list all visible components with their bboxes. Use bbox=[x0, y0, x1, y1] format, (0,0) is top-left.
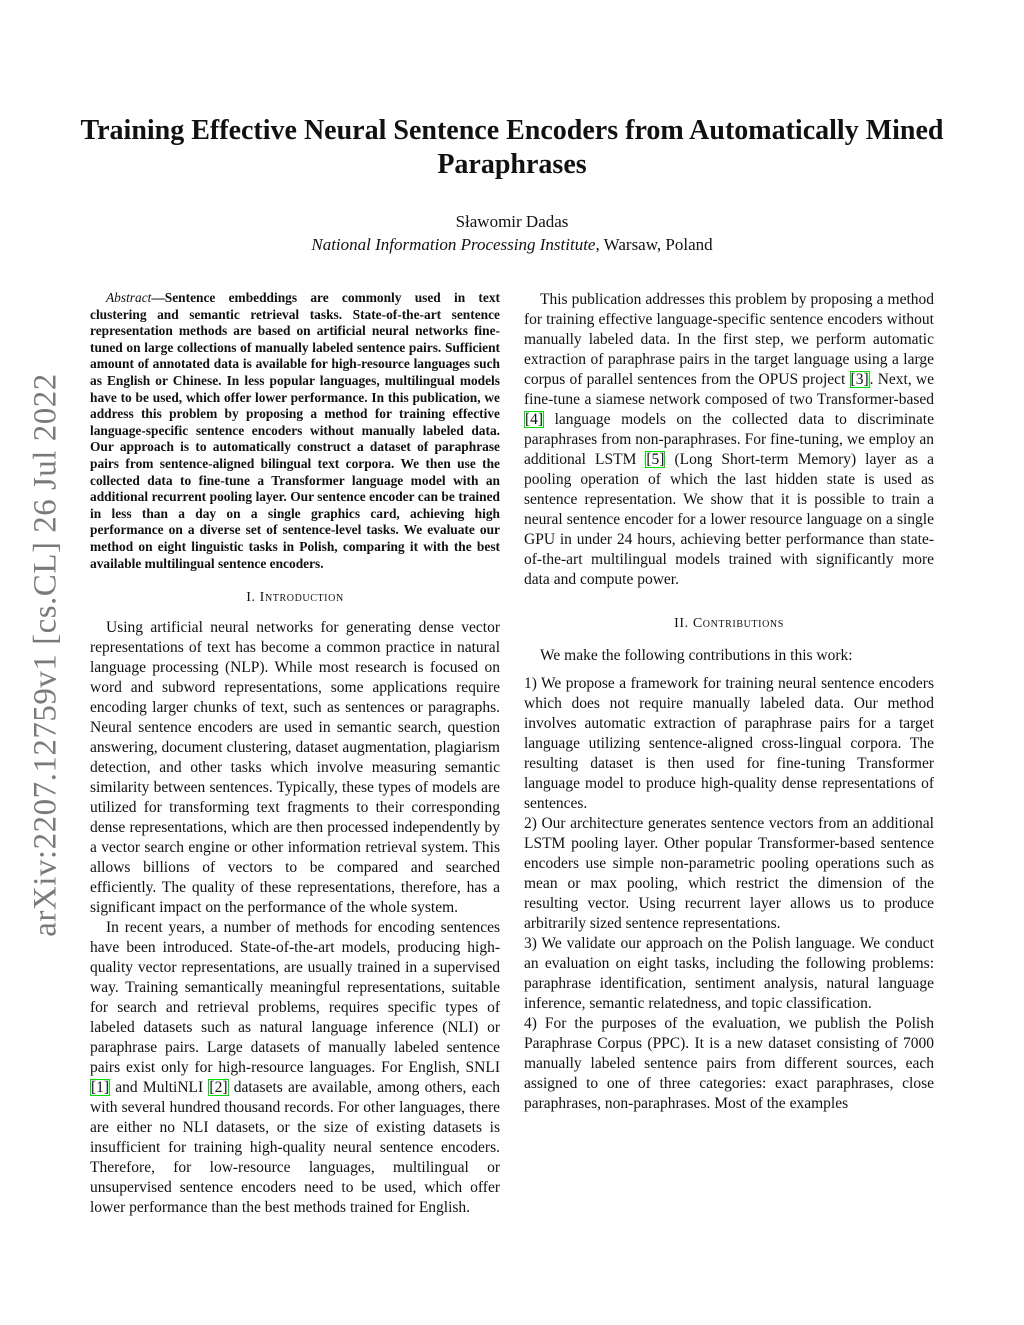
author-name: Sławomir Dadas bbox=[455, 212, 569, 231]
right-column bbox=[524, 290, 934, 1114]
intro-paragraph-3 bbox=[524, 290, 934, 590]
intro-p3-text-d: (Long Short-term Memory) layer as a pooling operation of which the last hidden state is used as sentence representation. We show that it is possible to train a neural sentence encoder for a lower resource language on a single GPU in under 24 hours, achieving better performance than state-of-the-art multilingual models trained with significantly more data and compute power. bbox=[524, 451, 934, 588]
intro-p3-text-c: language models on the collected data to discriminate paraphrases from non-paraphrases. For fine-tuning, we employ an additional LSTM bbox=[524, 411, 934, 468]
paper-title: Training Effective Neural Sentence Encoders from Automatically Mined Paraphrases bbox=[80, 115, 944, 180]
affiliation-institution: National Information Processing Institute bbox=[311, 235, 596, 254]
author-affiliation bbox=[80, 234, 944, 256]
intro-paragraph-2 bbox=[90, 918, 500, 1218]
intro-p3-text-b: . Next, we fine-tune a siamese network composed of two Transformer-based bbox=[524, 371, 935, 408]
intro-p2-text-c: datasets are available, among others, each with several hundred thousand records. For other languages, there are either no NLI datasets, or the size of existing datasets is insufficient for training high-quality neural sentence encoders. Therefore, for low-resource languages, multilingual or unsupervised sentence encoders need to be used, which offer lower performance than the best methods trained for English. bbox=[90, 1079, 500, 1217]
citation-link-2[interactable]: [2] bbox=[209, 1079, 228, 1097]
contribution-item-1: 1) We propose a framework for training neural sentence encoders which does not require manually labeled data. Our method involves automatic extraction of paraphrase pairs for a target language utilizing sentence-aligned cross-lingual corpora. The resulting dataset is then used for fine-tuning Transformer language model to produce high-quality dense representations of sentences. bbox=[524, 675, 934, 812]
section-heading-contributions: II. Contributions bbox=[674, 616, 784, 631]
citation-link-1[interactable]: [1] bbox=[91, 1079, 110, 1097]
citation-link-3[interactable]: [3] bbox=[850, 371, 869, 388]
abstract-label: Abstract bbox=[106, 290, 152, 305]
intro-paragraph-1: Using artificial neural networks for generating dense vector representations of text has become a common practice in natural language processing (NLP). While most research is focused on word and subword representations, some applications require encoding larger chunks of text, such as sentences or paragraphs. Neural sentence encoders are used in semantic search, question answering, document clustering, dataset augmentation, plagiarism detection, and other tasks which involve measuring semantic similarity between sentences. Typically, these types of models are utilized for transforming text fragments to their corresponding dense representations, which are then processed independently by a vector search engine or other information retrieval system. This allows billions of vectors to be compared and searched efficiently. The quality of these representations, therefore, has a significant impact on the performance of the whole system. bbox=[90, 619, 500, 917]
contribution-item-4: 4) For the purposes of the evaluation, we publish the Polish Paraphrase Corpus (PPC). It is a new dataset consisting of 7000 manually labeled sentence pairs from different sources, each assigned to one of three categories: exact paraphrases, close paraphrases, non-paraphrases. Most of the examples bbox=[524, 1015, 934, 1112]
abstract-text: —Sentence embeddings are commonly used in text clustering and semantic retrieval tasks. State-of-the-art sentence representation methods are based on artificial neural networks fine-tuned on large collections of manually labeled sentence pairs. Sufficient amount of annotated data is available for high-resource languages such as English or Chinese. In less popular languages, multilingual models have to be used, which offer lower performance. In this publication, we address this problem by proposing a method for training effective language-specific sentence encoders without manually labeled data. Our approach is to automatically construct a dataset of paraphrase pairs from sentence-aligned bilingual text corpora. We then use the collected data to fine-tune a Transformer language model with an additional recurrent pooling layer. Our sentence encoder can be trained in less than a day on a single graphics card, achieving high performance on a diverse set of sentence-level tasks. We evaluate our method on eight linguistic tasks in Polish, comparing it with the best available multilingual sentence encoders. bbox=[90, 290, 500, 571]
left-column bbox=[90, 290, 500, 1218]
section-heading-introduction: I. Introduction bbox=[246, 590, 344, 606]
intro-p3-text-a: This publication addresses this problem by proposing a method for training effective language-specific sentence encoders without manually labeled data. In the first step, we perform automatic extraction of paraphrase pairs in the target language using a large corpus of parallel sentences from the OPUS project bbox=[524, 291, 934, 388]
intro-p2-text-a: In recent years, a number of methods for encoding sentences have been introduced. State-of-the-art models, producing high-quality vector representations, are usually trained in a supervised way. Training semantically meaningful representations, suitable for search and retrieval problems, requires specific types of labeled datasets such as natural language inference (NLI) or paraphrase pairs. Large datasets of manually labeled sentence pairs exist only for high-resource languages. For English, SNLI bbox=[90, 919, 500, 1077]
affiliation-location: , Warsaw, Poland bbox=[595, 235, 713, 254]
abstract bbox=[90, 290, 500, 572]
intro-p2-text-b: and MultiNLI bbox=[110, 1079, 209, 1097]
citation-link-4[interactable]: [4] bbox=[525, 411, 544, 428]
citation-link-5[interactable]: [5] bbox=[646, 451, 665, 468]
contribution-item-3: 3) We validate our approach on the Polish language. We conduct an evaluation on eight tasks, including the following problems: paraphrase identification, sentiment analysis, natural language inference, semantic relatedness, and topic classification. bbox=[524, 935, 934, 1012]
contribution-item-2: 2) Our architecture generates sentence vectors from an additional LSTM pooling layer. Other popular Transformer-based sentence encoders use simple non-parametric pooling operations such as mean or max pooling, which restrict the dimension of the resulting vector. Using recurrent layer allows us to produce arbitrarily sized sentence representations. bbox=[524, 815, 934, 932]
arxiv-identifier: arXiv:2207.12759v1 [cs.CL] 26 Jul 2022 bbox=[27, 373, 64, 937]
contributions-intro: We make the following contributions in this work: bbox=[540, 647, 853, 664]
